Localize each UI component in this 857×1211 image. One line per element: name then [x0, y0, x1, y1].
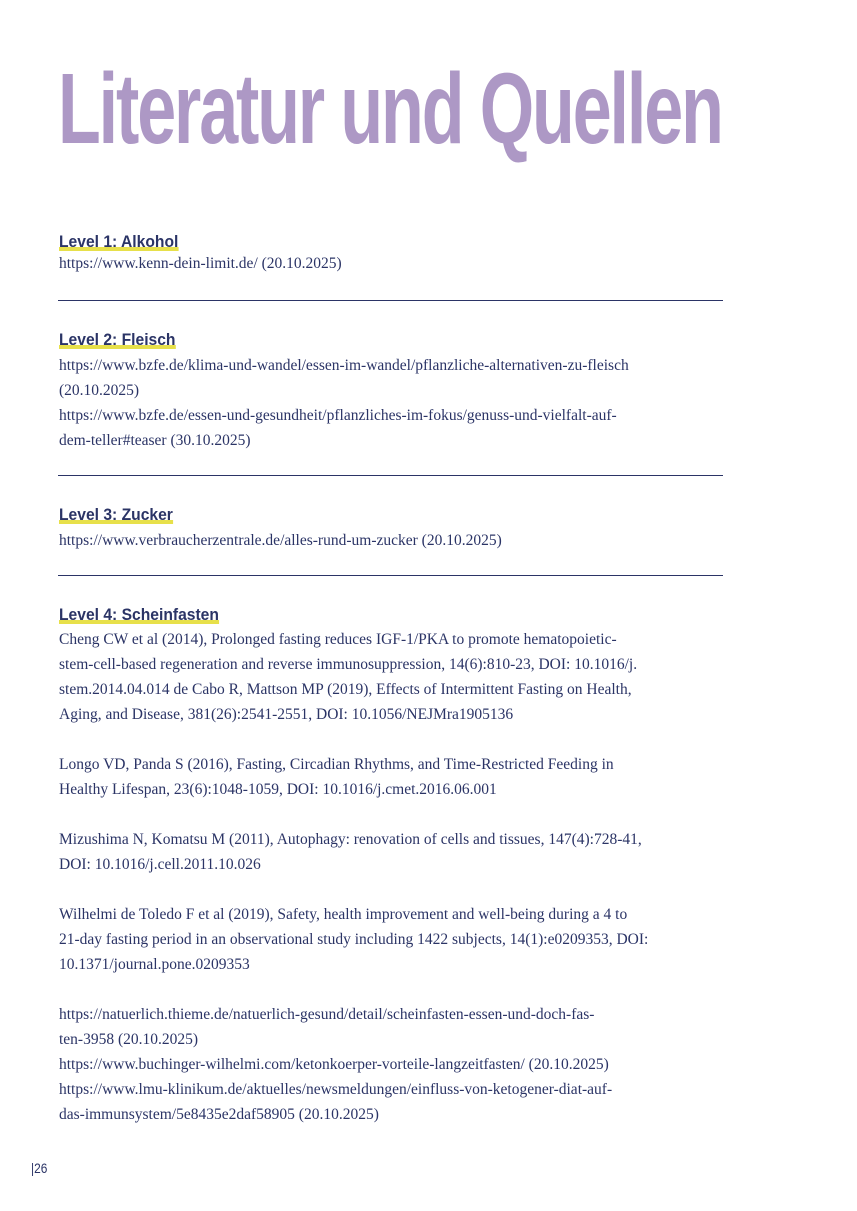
reference-line: Mizushima N, Komatsu M (2011), Autophagy: renovation of cells and tissues, 147(4):728-41,: [59, 831, 642, 848]
reference-line: dem-teller#teaser (30.10.2025): [59, 432, 251, 449]
reference-line: https://www.bzfe.de/klima-und-wandel/essen-im-wandel/pflanzliche-alternativen-zu-fleisch: [59, 357, 629, 374]
reference-list: [59, 353, 723, 453]
section-heading: Level 4: Scheinfasten: [59, 605, 219, 624]
reference-line: Healthy Lifespan, 23(6):1048-1059, DOI: 10.1016/j.cmet.2016.06.001: [59, 781, 497, 798]
reference-line: Cheng CW et al (2014), Prolonged fasting reduces IGF-1/PKA to promote hematopoietic-: [59, 631, 617, 648]
reference-line: https://www.verbraucherzentrale.de/alles-rund-um-zucker (20.10.2025): [59, 532, 502, 549]
reference-line: https://www.lmu-klinikum.de/aktuelles/newsmeldungen/einfluss-von-ketogener-diat-auf-: [59, 1081, 613, 1098]
reference-line: [59, 727, 723, 752]
reference-line: Longo VD, Panda S (2016), Fasting, Circadian Rhythms, and Time-Restricted Feeding in: [59, 756, 614, 773]
reference-line: ten-3958 (20.10.2025): [59, 1031, 199, 1048]
reference-line: (20.10.2025): [59, 382, 140, 399]
section-divider: [58, 475, 723, 476]
reference-line: Aging, and Disease, 381(26):2541-2551, DOI: 10.1056/NEJMra1905136: [59, 706, 514, 723]
reference-line: 21-day fasting period in an observational study including 1422 subjects, 14(1):e0209353, DOI:: [59, 931, 649, 948]
reference-line: Wilhelmi de Toledo F et al (2019), Safety, health improvement and well-being during a 4 to: [59, 906, 628, 923]
reference-line: 10.1371/journal.pone.0209353: [59, 956, 250, 973]
section-alkohol: [59, 232, 723, 276]
reference-line: https://www.bzfe.de/essen-und-gesundheit/pflanzliches-im-fokus/genuss-und-vielfalt-auf-: [59, 407, 617, 424]
reference-line: https://www.kenn-dein-limit.de/ (20.10.2025): [59, 255, 342, 272]
reference-line: stem-cell-based regeneration and reverse immunosuppression, 14(6):810-23, DOI: 10.1016/j.: [59, 656, 638, 673]
reference-line: [59, 802, 723, 827]
section-fleisch: [59, 330, 723, 453]
reference-line: [59, 977, 723, 1002]
reference-list: [59, 251, 723, 276]
section-heading: Level 3: Zucker: [59, 505, 173, 524]
section-scheinfasten: [59, 605, 723, 1127]
reference-line: https://natuerlich.thieme.de/natuerlich-gesund/detail/scheinfasten-essen-und-doch-fas-: [59, 1006, 595, 1023]
reference-line: das-immunsystem/5e8435e2daf58905 (20.10.2025): [59, 1106, 379, 1123]
page-title: Literatur und Quellen: [58, 53, 722, 165]
section-heading: Level 1: Alkohol: [59, 232, 179, 251]
section-divider: [58, 300, 723, 301]
section-divider: [58, 575, 723, 576]
section-heading: Level 2: Fleisch: [59, 330, 176, 349]
reference-line: DOI: 10.1016/j.cell.2011.10.026: [59, 856, 261, 873]
reference-line: [59, 877, 723, 902]
reference-line: stem.2014.04.014 de Cabo R, Mattson MP (2019), Effects of Intermittent Fasting on Health,: [59, 681, 632, 698]
reference-line: https://www.buchinger-wilhelmi.com/ketonkoerper-vorteile-langzeitfasten/ (20.10.2025): [59, 1056, 609, 1073]
section-zucker: [59, 505, 723, 553]
reference-list: [59, 627, 723, 1127]
reference-list: [59, 528, 723, 553]
page-number: |26: [31, 1160, 48, 1176]
